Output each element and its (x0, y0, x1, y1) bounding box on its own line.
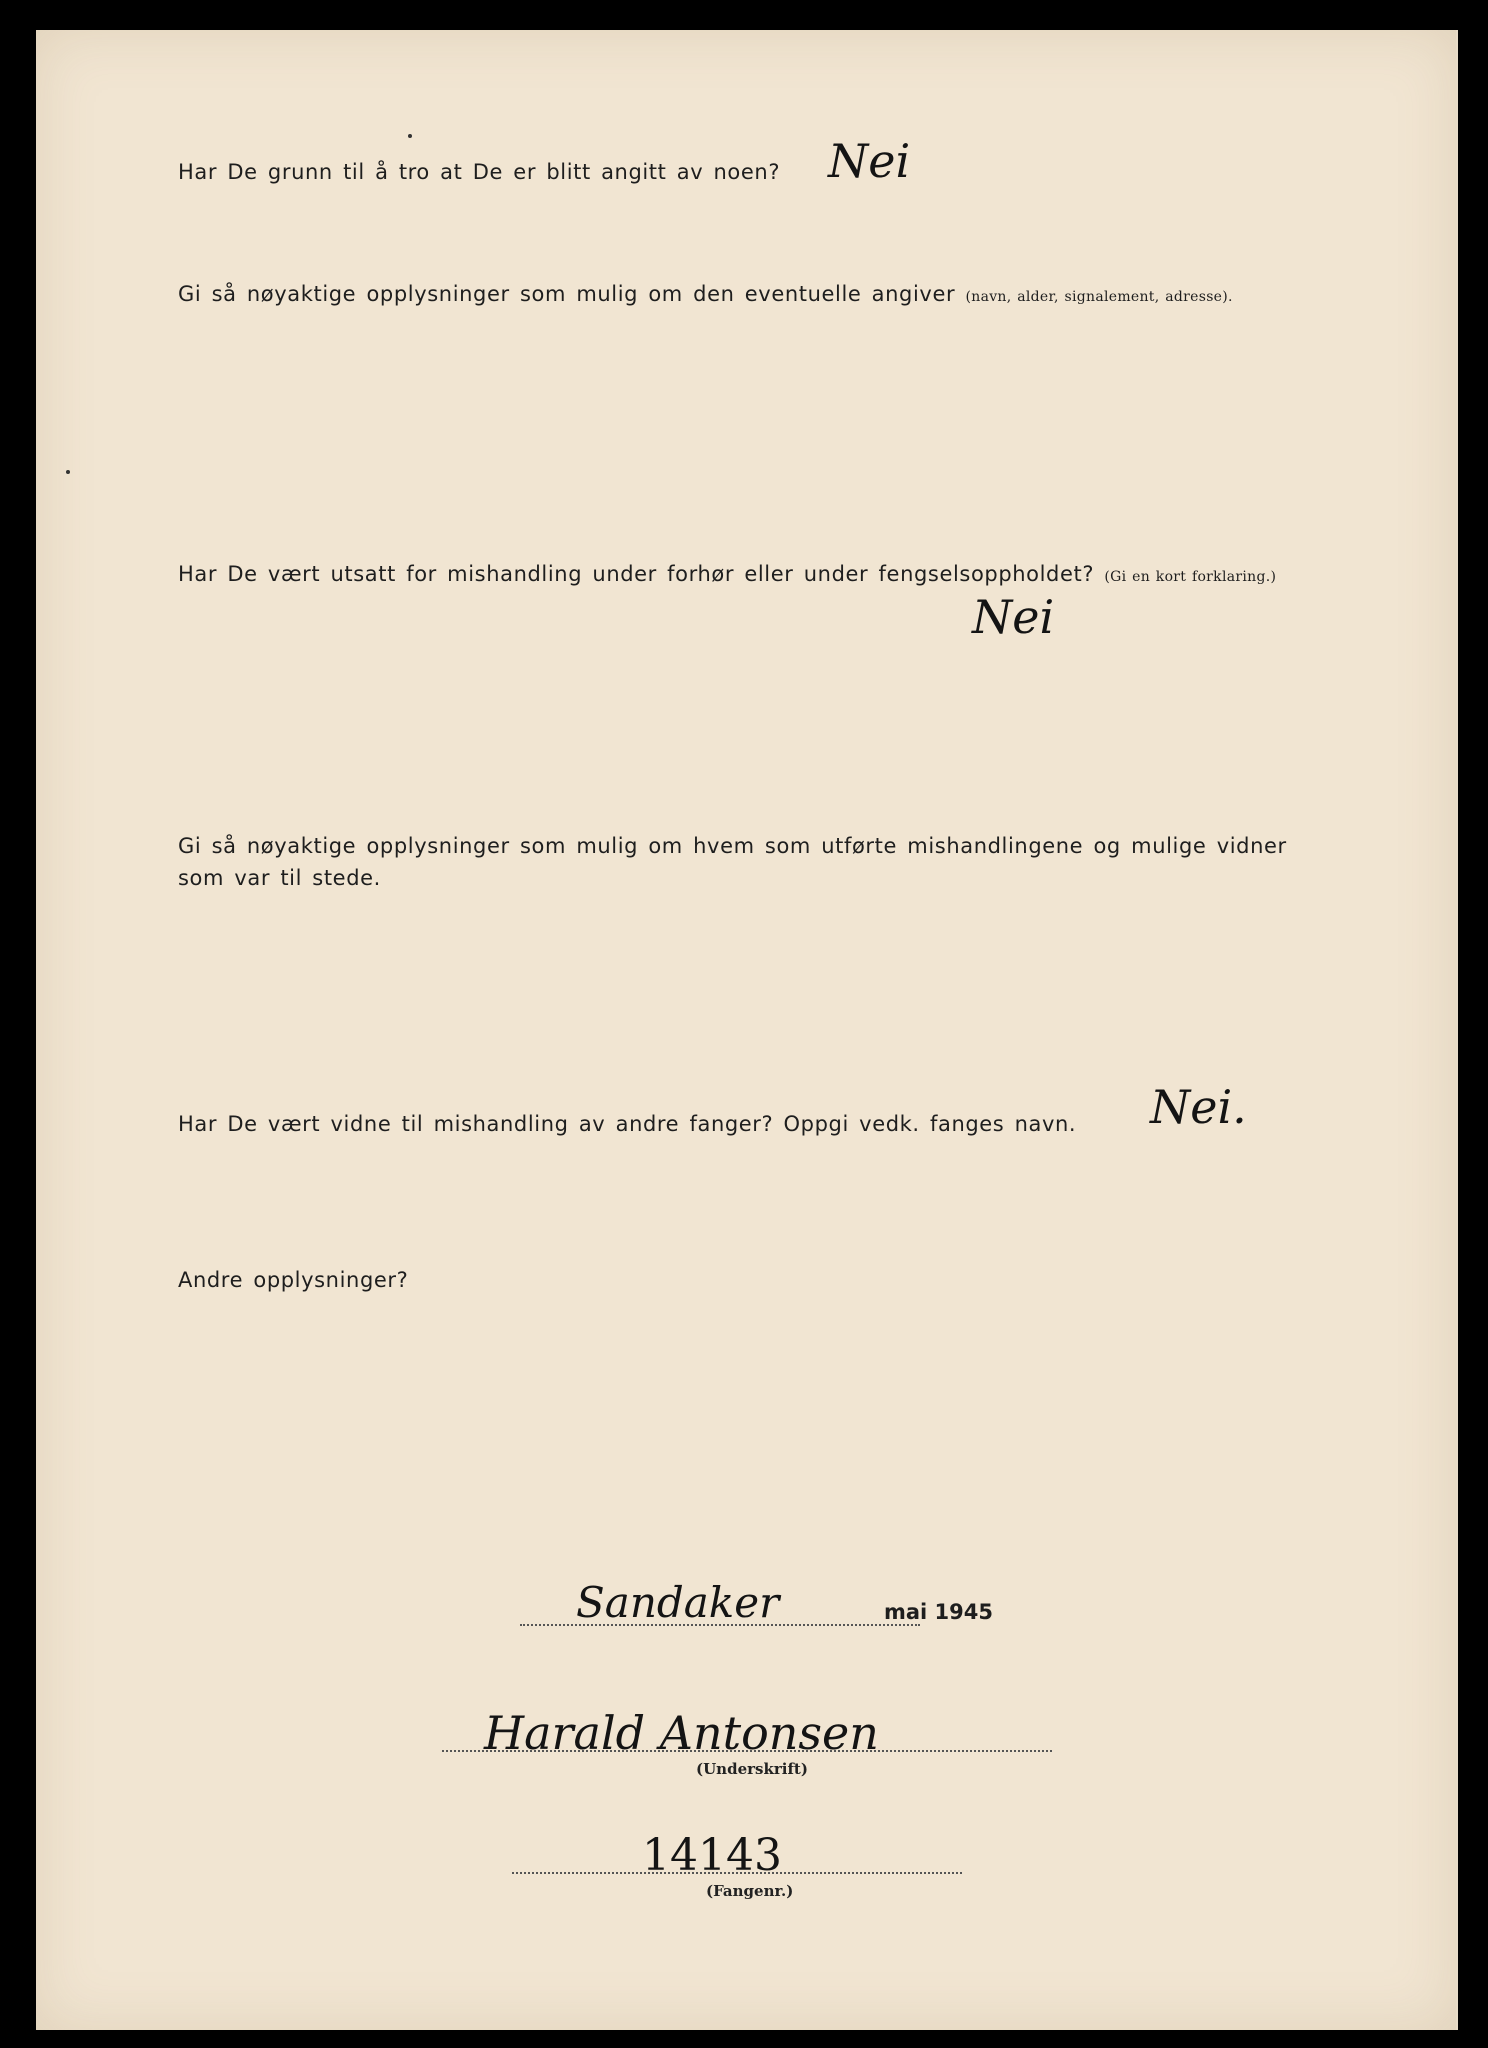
question-denounced: Har De grunn til å tro at De er blitt angitt av noen? (178, 160, 781, 184)
signature-handwritten: Harald Antonsen (484, 1706, 879, 1760)
question-witness: Har De vært vidne til mishandling av andre fanger? Oppgi vedk. fanges navn. (178, 1112, 1077, 1136)
date-printed: mai 1945 (884, 1600, 994, 1624)
answer-witness: Nei. (1150, 1080, 1247, 1134)
prisoner-number-caption: (Fangenr.) (706, 1882, 794, 1900)
question-mistreatment-note: (Gi en kort forklaring.) (1104, 569, 1277, 585)
answer-denounced: Nei (828, 134, 911, 188)
form-page (36, 30, 1456, 2030)
question-informer: Gi så nøyaktige opplysninger som mulig om den eventuelle angiver (navn, alder, signalement, adresse). (178, 282, 1233, 306)
question-perpetrators-line2: som var til stede. (178, 866, 381, 890)
question-mistreatment: Har De vært utsatt for mishandling under forhør eller under fengselsoppholdet? (Gi en kort forklaring.) (178, 562, 1277, 586)
prisoner-number-handwritten: 14143 (642, 1830, 782, 1881)
paper-speck (66, 470, 70, 474)
question-informer-note: (navn, alder, signalement, adresse). (965, 289, 1233, 305)
question-perpetrators-line1: Gi så nøyaktige opplysninger som mulig om hvem som utførte mishandlingene og mulige vidner (178, 834, 1287, 858)
signature-caption: (Underskrift) (696, 1760, 808, 1778)
question-other-info: Andre opplysninger? (178, 1268, 409, 1292)
place-handwritten: Sandaker (576, 1578, 780, 1627)
answer-mistreatment: Nei (972, 590, 1055, 644)
paper-speck (408, 134, 412, 138)
